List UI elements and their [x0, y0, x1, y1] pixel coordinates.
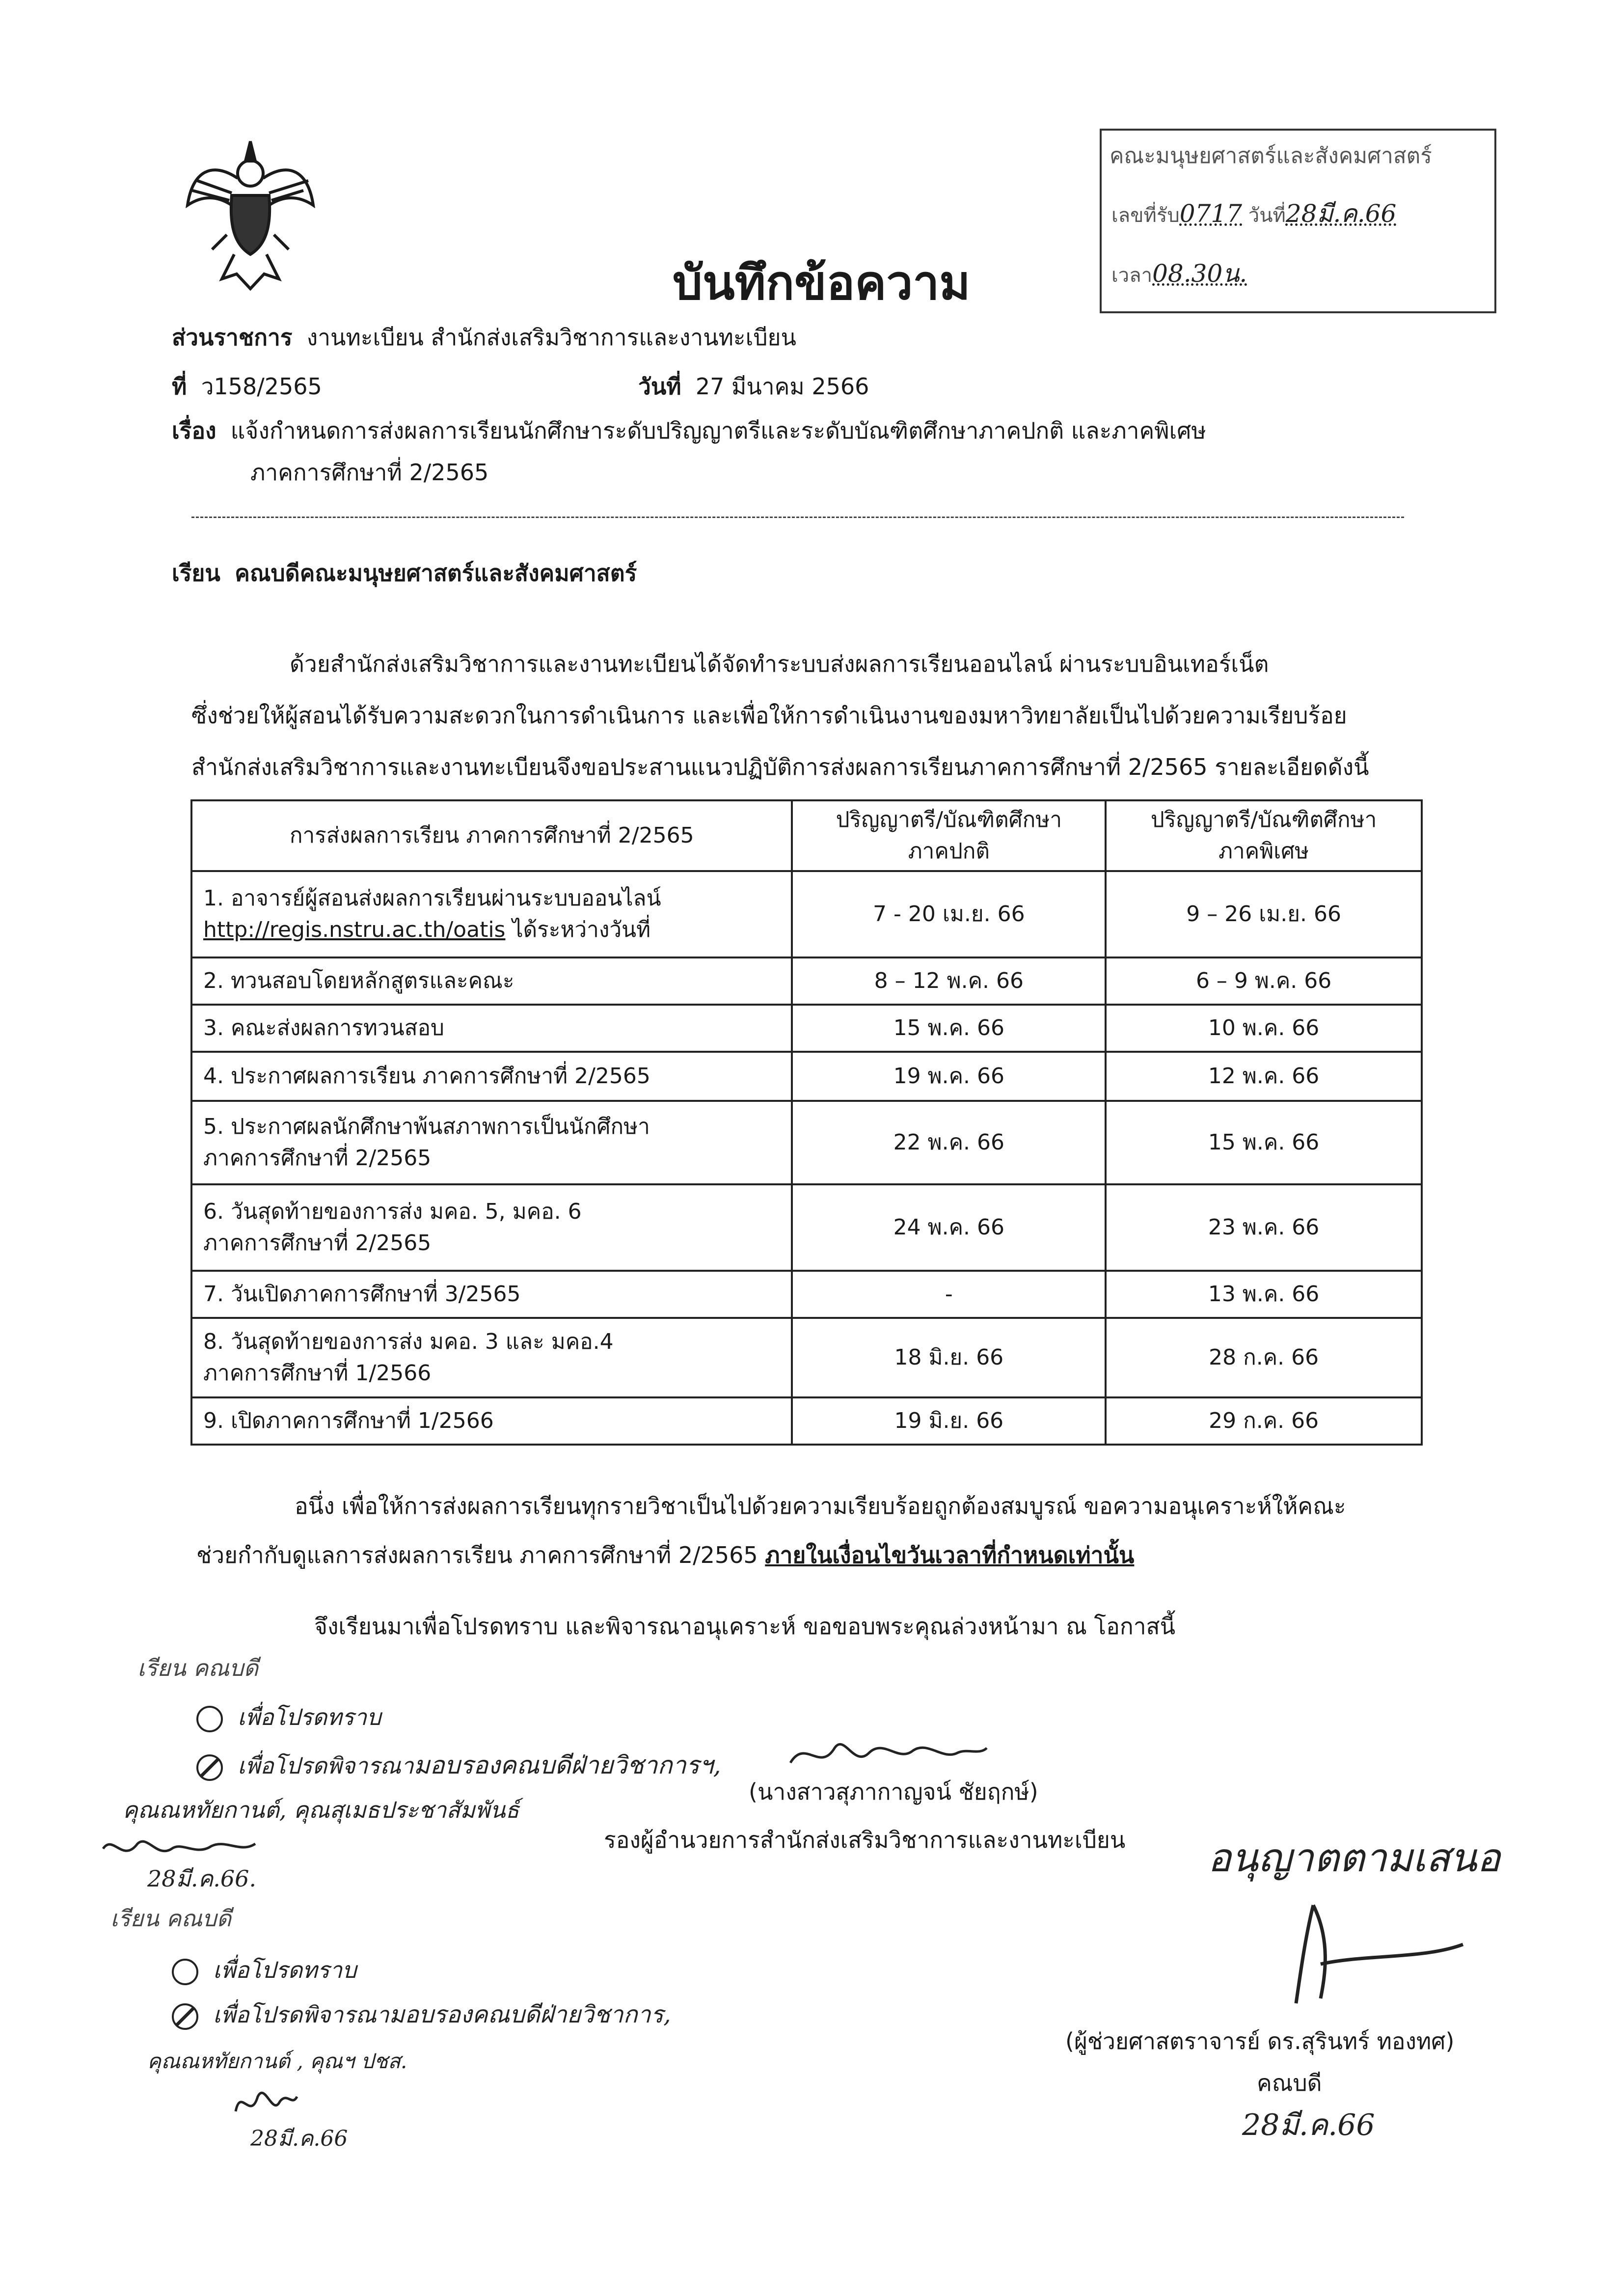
checked-circle-icon [196, 1754, 223, 1781]
table-row [191, 957, 1422, 1005]
final-line: จึงเรียนมาเพื่อโปรดทราบ และพิจารณาอนุเคราะห์ ขอขอบพระคุณล่วงหน้ามา ณ โอกาสนี้ [314, 1613, 1176, 1640]
minute2-option1 [172, 1957, 356, 1985]
stamp-date: 28มี.ค.66 [1285, 199, 1397, 228]
activity-line1: 8. วันสุดท้ายของการส่ง มคอ. 3 และ มคอ.4 [203, 1329, 614, 1354]
minute1-option1 [196, 1704, 381, 1732]
body-line1: ด้วยสำนักส่งเสริมวิชาการและงานทะเบียนได้จัดทำระบบส่งผลการเรียนออนไลน์ ผ่านระบบอินเทอร์เน็ต [290, 651, 1269, 677]
dept-value: งานทะเบียน สำนักส่งเสริมวิชาการและงานทะเบียน [306, 324, 796, 351]
table-row [191, 1184, 1422, 1271]
table-row [191, 1397, 1422, 1445]
table-header-row [191, 800, 1422, 871]
dean-signature [1267, 1886, 1473, 2013]
dean-date: 28มี.ค.66 [1242, 2108, 1375, 2142]
minute1-option1-label: เพื่อโปรดทราบ [238, 1704, 381, 1730]
regular-date-cell: 19 มิ.ย. 66 [792, 1397, 1106, 1445]
dept-row [172, 324, 796, 351]
checked-circle-icon [172, 2003, 198, 2030]
table-row [191, 1318, 1422, 1397]
stamp-receive-row [1111, 194, 1396, 233]
salutation-label: เรียน [172, 560, 220, 586]
special-date-cell: 6 – 9 พ.ค. 66 [1106, 957, 1422, 1005]
special-date-cell: 12 พ.ค. 66 [1106, 1052, 1422, 1101]
header-regular-line2: ภาคปกติ [908, 838, 990, 864]
minute1-date: 28มี.ค.66. [147, 1865, 257, 1892]
signer-name: (นางสาวสุภากาญจน์ ชัยฤกษ์) [749, 1778, 1038, 1805]
special-date-cell: 15 พ.ค. 66 [1106, 1101, 1422, 1184]
special-date-cell: 29 ก.ค. 66 [1106, 1397, 1422, 1445]
subject-line2: ภาคการศึกษาที่ 2/2565 [250, 459, 489, 486]
regular-date-cell: 7 - 20 เม.ย. 66 [792, 871, 1106, 957]
date-value: 27 มีนาคม 2566 [695, 373, 869, 400]
dean-position: คณบดี [1257, 2070, 1322, 2096]
activity-cell [191, 1318, 792, 1397]
number-label: ที่ [172, 373, 187, 400]
stamp-time-label: เวลา [1111, 264, 1153, 287]
garuda-emblem [183, 132, 318, 294]
memo-title: บันทึกข้อความ [673, 255, 971, 310]
activity-cell: 3. คณะส่งผลการทวนสอบ [191, 1005, 792, 1052]
table-row [191, 1005, 1422, 1052]
regular-date-cell: 22 พ.ค. 66 [792, 1101, 1106, 1184]
activity-line1: 5. ประกาศผลนักศึกษาพ้นสภาพการเป็นนักศึกษา [203, 1114, 650, 1139]
salutation-value: คณบดีคณะมนุษยศาสตร์และสังคมศาสตร์ [235, 560, 637, 586]
option-circle-icon [196, 1706, 223, 1732]
stamp-date-label: วันที่ [1248, 204, 1286, 227]
stamp-faculty: คณะมนุษยศาสตร์และสังคมศาสตร์ [1110, 143, 1432, 168]
activity-line2: ภาคการศึกษาที่ 2/2565 [203, 1230, 432, 1256]
header-special [1106, 800, 1422, 871]
activity-cell [191, 1101, 792, 1184]
header-activity: การส่งผลการเรียน ภาคการศึกษาที่ 2/2565 [191, 800, 792, 871]
header-divider [191, 517, 1404, 518]
stamp-receive-no: 0717 [1179, 199, 1243, 228]
receiving-stamp [1100, 129, 1496, 313]
minute2-option2-label: เพื่อโปรดพิจารณา [213, 2001, 389, 2028]
option-circle-icon [172, 1959, 198, 1985]
activity-cell [191, 1184, 792, 1271]
stamp-time-row [1111, 254, 1247, 293]
number-value: ว158/2565 [201, 373, 322, 400]
regular-date-cell: 8 – 12 พ.ค. 66 [792, 957, 1106, 1005]
regular-date-cell: 18 มิ.ย. 66 [792, 1318, 1106, 1397]
activity-cell: 4. ประกาศผลการเรียน ภาคการศึกษาที่ 2/2565 [191, 1052, 792, 1101]
minute1-option2-label: เพื่อโปรดพิจารณา [238, 1752, 414, 1779]
stamp-receive-label: เลขที่รับ [1111, 204, 1180, 227]
regular-date-cell: - [792, 1271, 1106, 1318]
special-date-cell: 13 พ.ค. 66 [1106, 1271, 1422, 1318]
special-date-cell: 10 พ.ค. 66 [1106, 1005, 1422, 1052]
regular-date-cell: 15 พ.ค. 66 [792, 1005, 1106, 1052]
minute1-option2-note: มอบรองคณบดีฝ่ายวิชาการฯ, [413, 1751, 721, 1779]
minute1-option2 [196, 1750, 721, 1781]
deadline-emphasis: ภายในเงื่อนไขวันเวลาที่กำหนดเท่านั้น [765, 1542, 1135, 1568]
header-regular-line1: ปริญญาตรี/บัณฑิตศึกษา [836, 807, 1062, 832]
minute2-option1-label: เพื่อโปรดทราบ [213, 1957, 357, 1983]
special-date-cell: 23 พ.ค. 66 [1106, 1184, 1422, 1271]
regular-date-cell: 24 พ.ค. 66 [792, 1184, 1106, 1271]
activity-cell: 2. ทวนสอบโดยหลักสูตรและคณะ [191, 957, 792, 1005]
header-special-line2: ภาคพิเศษ [1218, 838, 1309, 864]
activity-line2: ภาคการศึกษาที่ 2/2565 [203, 1145, 432, 1171]
body-line3: สำนักส่งเสริมวิชาการและงานทะเบียนจึงขอประสานแนวปฏิบัติการส่งผลการเรียนภาคการศึกษาที่ 2/2565 รายละเอียดดังนี้ [191, 754, 1369, 780]
subject-label: เรื่อง [172, 417, 217, 444]
stamp-time: 08.30น. [1152, 259, 1247, 288]
table-row [191, 1052, 1422, 1101]
date-label: วันที่ [638, 373, 681, 400]
activity-cell [191, 871, 792, 957]
activity-line1: 1. อาจารย์ผู้สอนส่งผลการเรียนผ่านระบบออนไลน์ [203, 885, 661, 911]
special-date-cell: 9 – 26 เม.ย. 66 [1106, 871, 1422, 957]
oatis-link[interactable]: http://regis.nstru.ac.th/oatis [203, 917, 506, 942]
minute1-salutation: เรียน คณบดี [137, 1655, 258, 1681]
minute2-option2-note: มอบรองคณบดีฝ่ายวิชาการ, [389, 2001, 671, 2028]
number-row [172, 373, 322, 400]
table-row [191, 871, 1422, 957]
activity-line2 [203, 914, 780, 946]
closing-line2-prefix: ช่วยกำกับดูแลการส่งผลการเรียน ภาคการศึกษาที่ 2/2565 [196, 1542, 765, 1568]
closing-line2 [196, 1542, 1134, 1569]
subject-row [172, 417, 1206, 444]
schedule-table [190, 799, 1423, 1446]
closing-line1: อนึ่ง เพื่อให้การส่งผลการเรียนทุกรายวิชาเป็นไปด้วยความเรียบร้อยถูกต้องสมบูรณ์ ขอความอนุเคราะห์ให้คณะ [295, 1493, 1346, 1519]
special-date-cell: 28 ก.ค. 66 [1106, 1318, 1422, 1397]
table-row [191, 1101, 1422, 1184]
body-line2: ซึ่งช่วยให้ผู้สอนได้รับความสะดวกในการดำเนินการ และเพื่อให้การดำเนินงานของมหาวิทยาลัยเป็นไปด้วยความเรียบร้อย [191, 702, 1347, 729]
dept-label: ส่วนราชการ [172, 324, 293, 351]
staff-signature [231, 2082, 299, 2126]
table-row [191, 1271, 1422, 1318]
header-special-line1: ปริญญาตรี/บัณฑิตศึกษา [1150, 807, 1377, 832]
dean-name: (ผู้ช่วยศาสตราจารย์ ดร.สุรินทร์ ทองทศ) [1065, 2028, 1455, 2054]
activity-line1: 6. วันสุดท้ายของการส่ง มคอ. 5, มคอ. 6 [203, 1199, 582, 1224]
activity-line2-suffix: ได้ระหว่างวันที่ [505, 917, 651, 942]
subject-line1: แจ้งกำหนดการส่งผลการเรียนนักศึกษาระดับปริญญาตรีและระดับบัณฑิตศึกษาภาคปกติ และภาคพิเศษ [230, 417, 1206, 444]
date-row [638, 373, 869, 400]
minute1-note-line2: คุณณหทัยกานต์, คุณสุเมธประชาสัมพันธ์ [123, 1797, 519, 1823]
minute2-note-line2: คุณณหทัยกานต์ , คุณฯ ปชส. [147, 2049, 407, 2073]
minute2-option2 [172, 2001, 671, 2030]
salutation-row [172, 560, 637, 587]
regular-date-cell: 19 พ.ค. 66 [792, 1052, 1106, 1101]
activity-cell: 9. เปิดภาคการศึกษาที่ 1/2566 [191, 1397, 792, 1445]
activity-cell: 7. วันเปิดภาคการศึกษาที่ 3/2565 [191, 1271, 792, 1318]
deputy-signature [785, 1733, 992, 1777]
activity-line2: ภาคการศึกษาที่ 1/2566 [203, 1360, 432, 1386]
header-regular [792, 800, 1106, 871]
minute2-salutation: เรียน คณบดี [110, 1905, 231, 1932]
dean-approval-note: อนุญาตตามเสนอ [1208, 1835, 1501, 1881]
signer-position: รองผู้อำนวยการสำนักส่งเสริมวิชาการและงานทะเบียน [604, 1827, 1126, 1853]
minute2-date: 28มี.ค.66 [250, 2126, 348, 2151]
